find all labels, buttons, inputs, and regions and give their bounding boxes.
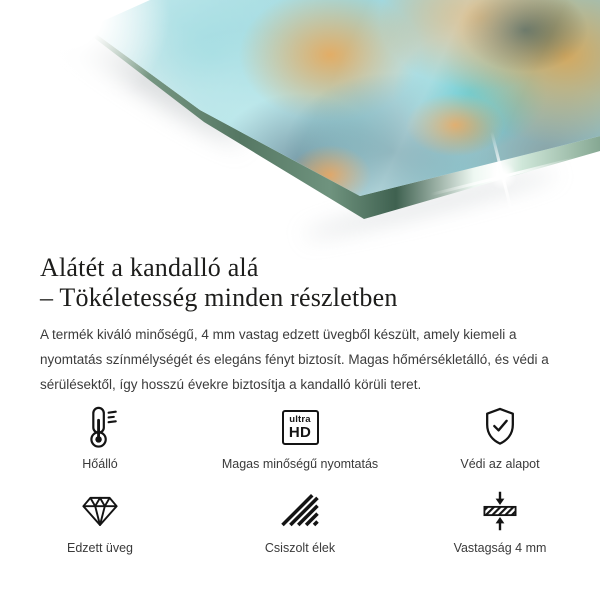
feature-label: Edzett üveg xyxy=(66,541,133,555)
ultra-hd-badge-bottom: HD xyxy=(288,423,312,441)
page-title xyxy=(40,253,398,313)
feature-protects-base xyxy=(400,399,600,483)
feature-print-quality xyxy=(200,399,400,483)
ultra-hd-icon xyxy=(282,403,319,451)
feature-heat-resistant xyxy=(0,399,200,483)
feature-grid xyxy=(0,399,600,567)
feature-label: Védi az alapot xyxy=(460,457,540,471)
feature-label: Vastagság 4 mm xyxy=(453,541,547,555)
feature-label: Magas minőségű nyomtatás xyxy=(221,457,379,471)
product-description: A termék kiváló minőségű, 4 mm vastag edzett üvegből készült, amely kiemeli a nyomtatás színmélységét és elegáns fényt biztosít. Magas hőmérsékletálló, és védi a sérülésektől, így hosszú évekre biztosítja a kandalló körüli teret. xyxy=(40,326,549,392)
product-photo xyxy=(0,0,600,235)
page-title-line2: – Tökéletesség minden részletben xyxy=(40,283,398,313)
feature-label: Csiszolt élek xyxy=(264,541,336,555)
page-title-line1: Alátét a kandalló alá xyxy=(40,253,259,283)
feature-label: Hőálló xyxy=(82,457,118,471)
diamond-icon xyxy=(79,487,121,535)
ultra-hd-badge-top: ultra xyxy=(289,413,311,425)
feature-thickness xyxy=(400,483,600,567)
shield-check-icon xyxy=(481,403,519,451)
polished-edges-icon xyxy=(279,487,321,535)
thermometer-icon xyxy=(79,403,121,451)
feature-polished-edges xyxy=(200,483,400,567)
thickness-icon xyxy=(478,487,522,535)
feature-tempered-glass xyxy=(0,483,200,567)
